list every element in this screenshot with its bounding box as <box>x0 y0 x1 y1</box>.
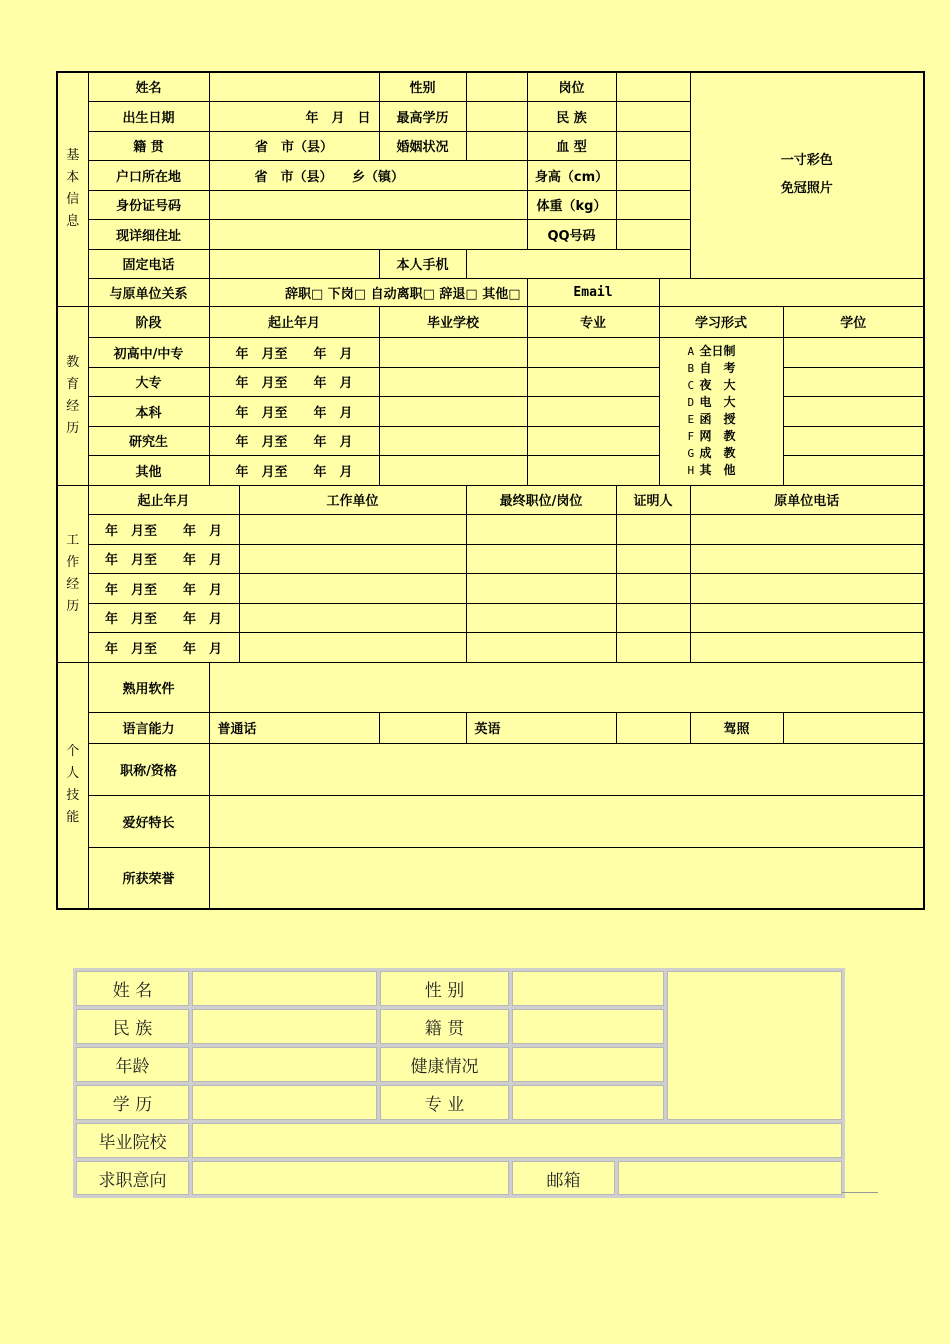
photo-box[interactable] <box>690 72 924 278</box>
label-email-2: 邮箱 <box>511 1160 617 1197</box>
edu-degree[interactable] <box>783 396 924 426</box>
work-position[interactable] <box>466 514 616 544</box>
divider-line <box>842 1192 878 1193</box>
edu-stage: 其他 <box>88 455 209 485</box>
study-form-item[interactable]: G 成 教 <box>687 446 736 460</box>
study-form-item[interactable]: D 电 大 <box>687 395 736 409</box>
edu-degree[interactable] <box>783 337 924 367</box>
field-hobbies[interactable] <box>209 795 924 847</box>
label-name: 姓名 <box>88 72 209 101</box>
field-honors[interactable] <box>209 847 924 909</box>
work-phone[interactable] <box>690 603 924 632</box>
work-phone[interactable] <box>690 544 924 573</box>
work-header-period: 起止年月 <box>88 485 239 514</box>
edu-degree[interactable] <box>783 455 924 485</box>
edu-header-stage: 阶段 <box>88 306 209 337</box>
field-mobile[interactable] <box>466 249 690 278</box>
field-highest-edu[interactable] <box>466 101 527 131</box>
field-qq[interactable] <box>616 219 690 249</box>
label-age-2: 年龄 <box>75 1046 191 1084</box>
field-age-2[interactable] <box>191 1046 379 1084</box>
work-header-company: 工作单位 <box>239 485 466 514</box>
work-period[interactable]: 年 月至 年 月 <box>88 544 239 573</box>
label-hukou: 户口所在地 <box>88 160 209 190</box>
work-referee[interactable] <box>616 632 690 662</box>
label-major-2: 专 业 <box>379 1084 511 1122</box>
work-referee[interactable] <box>616 603 690 632</box>
section-education: 教育经历 <box>57 306 88 485</box>
field-ethnicity-2[interactable] <box>191 1008 379 1046</box>
edu-school[interactable] <box>379 455 527 485</box>
edu-major[interactable] <box>527 337 659 367</box>
label-email: Email <box>527 278 659 306</box>
field-hukou[interactable]: 省 市（县） 乡（镇） <box>209 160 527 190</box>
edu-header-study-form: 学习形式 <box>659 306 783 337</box>
label-birth-date: 出生日期 <box>88 101 209 131</box>
work-period[interactable]: 年 月至 年 月 <box>88 603 239 632</box>
field-email[interactable] <box>659 278 924 306</box>
label-mandarin: 普通话 <box>209 712 379 743</box>
label-address: 现详细住址 <box>88 219 209 249</box>
work-company[interactable] <box>239 544 466 573</box>
edu-school[interactable] <box>379 426 527 455</box>
section-skills: 个人技能 <box>57 662 88 909</box>
label-license: 驾照 <box>690 712 783 743</box>
photo-box-2[interactable] <box>666 970 844 1122</box>
brief-form <box>73 968 845 1198</box>
label-marital: 婚姻状况 <box>379 131 466 160</box>
work-referee[interactable] <box>616 573 690 603</box>
edu-period[interactable]: 年 月至 年 月 <box>209 337 379 367</box>
work-phone[interactable] <box>690 573 924 603</box>
edu-header-degree: 学位 <box>783 306 924 337</box>
edu-major[interactable] <box>527 455 659 485</box>
edu-header-period: 起止年月 <box>209 306 379 337</box>
study-form-list <box>659 337 783 485</box>
label-native-2: 籍 贯 <box>379 1008 511 1046</box>
photo-label-2: 免冠照片 <box>780 181 833 197</box>
edu-stage: 初高中/中专 <box>88 337 209 367</box>
field-school-2[interactable] <box>191 1122 844 1160</box>
edu-period[interactable]: 年 月至 年 月 <box>209 396 379 426</box>
work-header-position: 最终职位/岗位 <box>466 485 616 514</box>
label-weight: 体重（kg） <box>527 190 616 219</box>
field-name-2[interactable] <box>191 970 379 1008</box>
field-marital[interactable] <box>466 131 527 160</box>
study-form-item[interactable]: F 网 教 <box>687 429 736 443</box>
label-school-2: 毕业院校 <box>75 1122 191 1160</box>
field-gender-2[interactable] <box>511 970 666 1008</box>
edu-period[interactable]: 年 月至 年 月 <box>209 426 379 455</box>
work-company[interactable] <box>239 603 466 632</box>
field-height[interactable] <box>616 160 690 190</box>
label-gender: 性别 <box>379 72 466 101</box>
study-form-item[interactable]: A 全日制 <box>687 344 736 358</box>
edu-degree[interactable] <box>783 426 924 455</box>
edu-header-major: 专业 <box>527 306 659 337</box>
work-company[interactable] <box>239 514 466 544</box>
edu-stage: 大专 <box>88 367 209 396</box>
label-title: 职称/资格 <box>88 743 209 795</box>
edu-major[interactable] <box>527 426 659 455</box>
label-relation: 与原单位关系 <box>88 278 209 306</box>
edu-major[interactable] <box>527 367 659 396</box>
edu-period[interactable]: 年 月至 年 月 <box>209 455 379 485</box>
relation-options[interactable]: 辞职□ 下岗□ 自动离职□ 辞退□ 其他□ <box>209 278 527 306</box>
label-native-place: 籍 贯 <box>88 131 209 160</box>
edu-stage: 研究生 <box>88 426 209 455</box>
field-software[interactable] <box>209 662 924 712</box>
field-email-2[interactable] <box>617 1160 844 1197</box>
label-ethnicity-2: 民 族 <box>75 1008 191 1046</box>
edu-school[interactable] <box>379 337 527 367</box>
photo-label: 一寸彩色 <box>780 153 833 169</box>
edu-header-school: 毕业学校 <box>379 306 527 337</box>
field-phone[interactable] <box>209 249 379 278</box>
work-header-referee: 证明人 <box>616 485 690 514</box>
label-hobbies: 爱好特长 <box>88 795 209 847</box>
edu-school[interactable] <box>379 396 527 426</box>
label-software: 熟用软件 <box>88 662 209 712</box>
label-phone: 固定电话 <box>88 249 209 278</box>
field-license[interactable] <box>783 712 924 743</box>
field-gender[interactable] <box>466 72 527 101</box>
field-post[interactable] <box>616 72 690 101</box>
field-birth-date[interactable]: 年 月 日 <box>209 101 379 131</box>
edu-degree[interactable] <box>783 367 924 396</box>
field-title[interactable] <box>209 743 924 795</box>
resume-form <box>56 71 925 910</box>
field-major-2[interactable] <box>511 1084 666 1122</box>
label-highest-edu: 最高学历 <box>379 101 466 131</box>
field-native-place[interactable]: 省 市（县） <box>209 131 379 160</box>
work-period[interactable]: 年 月至 年 月 <box>88 573 239 603</box>
field-native-2[interactable] <box>511 1008 666 1046</box>
field-ethnicity[interactable] <box>616 101 690 131</box>
work-period[interactable]: 年 月至 年 月 <box>88 632 239 662</box>
section-work: 工作经历 <box>57 485 88 662</box>
label-mobile: 本人手机 <box>379 249 466 278</box>
work-phone[interactable] <box>690 514 924 544</box>
label-post: 岗位 <box>527 72 616 101</box>
work-position[interactable] <box>466 632 616 662</box>
label-english: 英语 <box>466 712 616 743</box>
label-health-2: 健康情况 <box>379 1046 511 1084</box>
field-id-number[interactable] <box>209 190 527 219</box>
work-phone[interactable] <box>690 632 924 662</box>
work-company[interactable] <box>239 573 466 603</box>
label-education-2: 学 历 <box>75 1084 191 1122</box>
label-blood: 血 型 <box>527 131 616 160</box>
field-mandarin[interactable] <box>379 712 466 743</box>
section-basic-info: 基本信息 <box>57 72 88 306</box>
label-ethnicity: 民 族 <box>527 101 616 131</box>
label-height: 身高（cm） <box>527 160 616 190</box>
label-intention-2: 求职意向 <box>75 1160 191 1197</box>
label-honors: 所获荣誉 <box>88 847 209 909</box>
work-referee[interactable] <box>616 514 690 544</box>
label-id-number: 身份证号码 <box>88 190 209 219</box>
field-education-2[interactable] <box>191 1084 379 1122</box>
label-gender-2: 性 别 <box>379 970 511 1008</box>
work-position[interactable] <box>466 544 616 573</box>
work-header-phone: 原单位电话 <box>690 485 924 514</box>
edu-stage: 本科 <box>88 396 209 426</box>
field-weight[interactable] <box>616 190 690 219</box>
field-name[interactable] <box>209 72 379 101</box>
work-company[interactable] <box>239 632 466 662</box>
label-name-2: 姓 名 <box>75 970 191 1008</box>
work-position[interactable] <box>466 603 616 632</box>
field-english[interactable] <box>616 712 690 743</box>
edu-period[interactable]: 年 月至 年 月 <box>209 367 379 396</box>
work-position[interactable] <box>466 573 616 603</box>
study-form-item[interactable]: B 自 考 <box>687 361 736 375</box>
study-form-item[interactable]: C 夜 大 <box>687 378 736 392</box>
edu-major[interactable] <box>527 396 659 426</box>
field-health-2[interactable] <box>511 1046 666 1084</box>
study-form-item[interactable]: E 函 授 <box>687 412 736 426</box>
edu-school[interactable] <box>379 367 527 396</box>
work-referee[interactable] <box>616 544 690 573</box>
label-language: 语言能力 <box>88 712 209 743</box>
field-blood[interactable] <box>616 131 690 160</box>
study-form-item[interactable]: H 其 他 <box>687 463 736 477</box>
work-period[interactable]: 年 月至 年 月 <box>88 514 239 544</box>
field-intention-2[interactable] <box>191 1160 511 1197</box>
field-address[interactable] <box>209 219 527 249</box>
label-qq: QQ号码 <box>527 219 616 249</box>
